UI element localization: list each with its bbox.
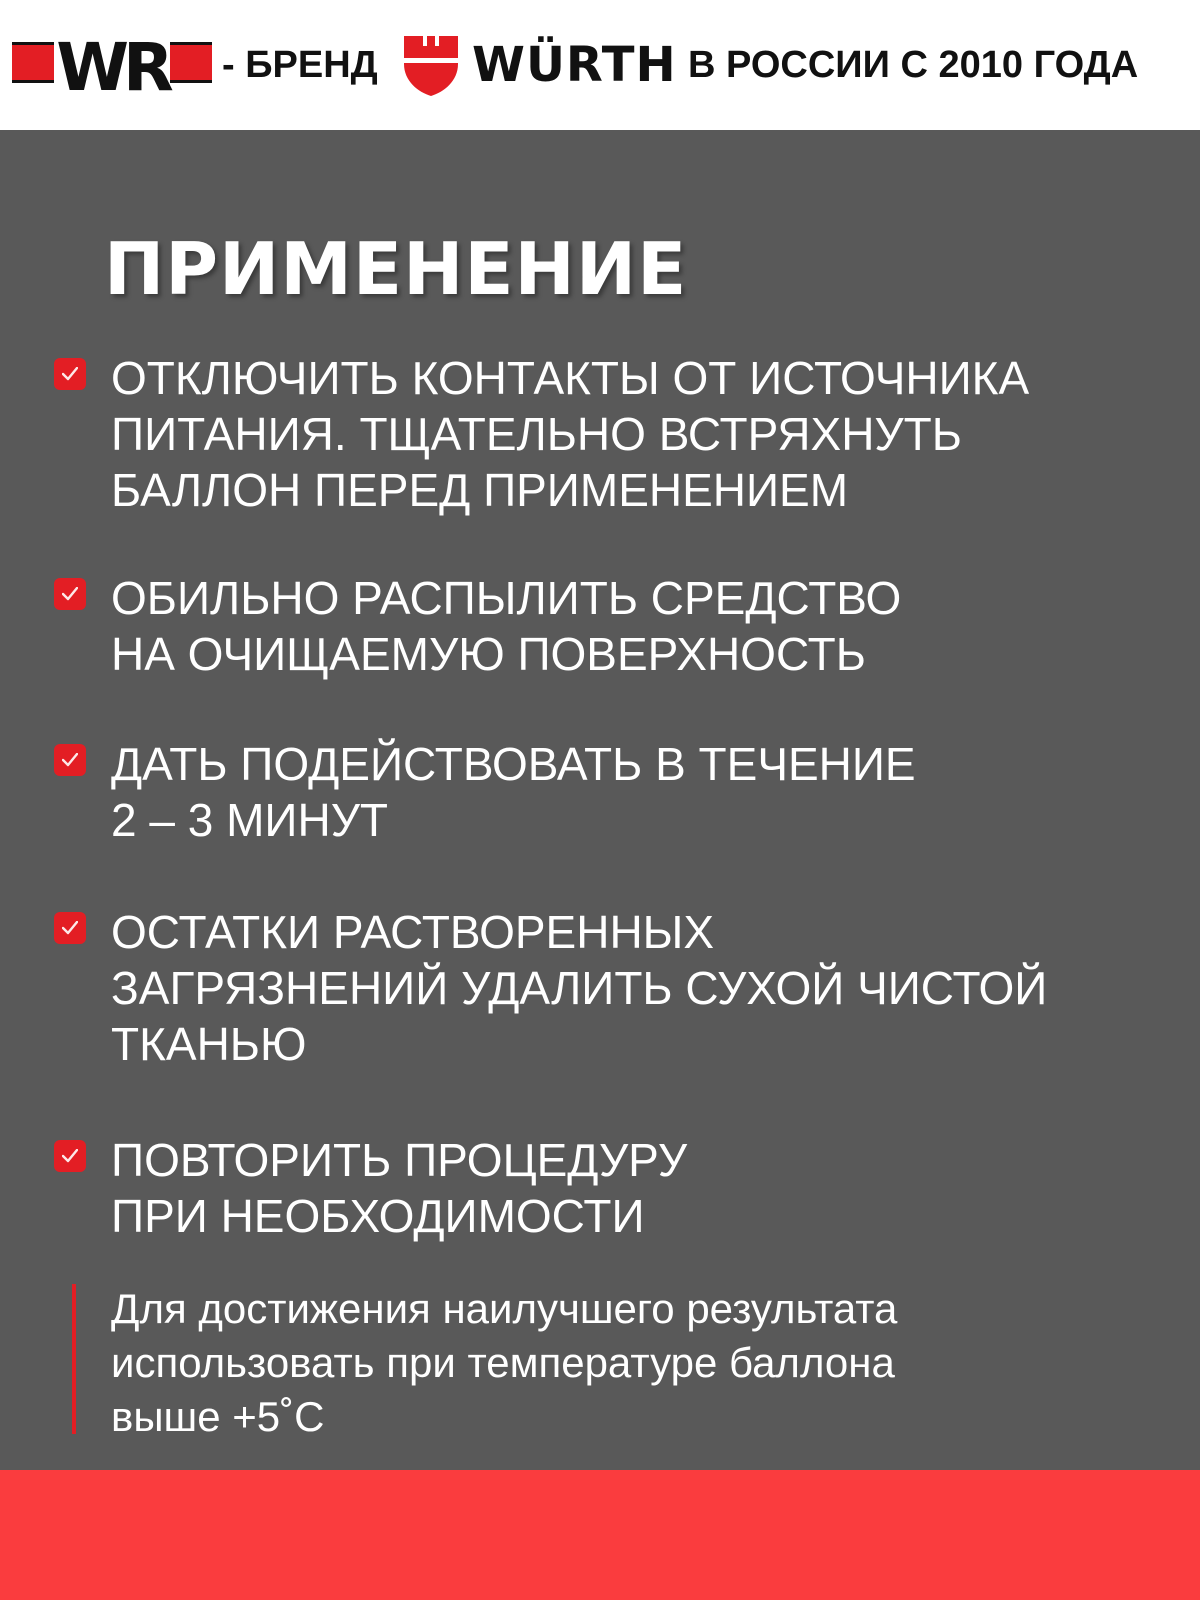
wurth-wordmark: WÜRTH xyxy=(472,37,677,93)
footer-band xyxy=(0,1470,1200,1600)
checkbox-icon xyxy=(54,1140,86,1172)
brand-dash-label: - БРЕНД xyxy=(222,44,378,86)
page-title: ПРИМЕНЕНИЕ xyxy=(104,227,688,311)
step-text: ОТКЛЮЧИТЬ КОНТАКТЫ ОТ ИСТОЧНИКА ПИТАНИЯ. ТЩАТЕЛЬНО ВСТРЯХНУТЬ БАЛЛОН ПЕРЕД ПРИМЕНЕНИЕМ xyxy=(111,352,1030,516)
checkbox-icon xyxy=(54,744,86,776)
step-text: ДАТЬ ПОДЕЙСТВОВАТЬ В ТЕЧЕНИЕ 2 – 3 МИНУТ xyxy=(111,738,916,846)
checkbox-icon xyxy=(54,578,86,610)
wr-logo xyxy=(12,30,212,100)
svg-text:WR: WR xyxy=(56,30,168,100)
wurth-shield-logo xyxy=(404,36,458,96)
step-text: ПОВТОРИТЬ ПРОЦЕДУРУ ПРИ НЕОБХОДИМОСТИ xyxy=(111,1134,688,1242)
step-text: ОБИЛЬНО РАСПЫЛИТЬ СРЕДСТВО НА ОЧИЩАЕМУЮ ПОВЕРХНОСТЬ xyxy=(111,572,902,680)
step-text: ОСТАТКИ РАСТВОРЕННЫХ ЗАГРЯЗНЕНИЙ УДАЛИТЬ СУХОЙ ЧИСТОЙ ТКАНЬЮ xyxy=(111,906,1048,1070)
checkbox-icon xyxy=(54,358,86,390)
note-accent-bar xyxy=(72,1284,76,1434)
brand-header xyxy=(0,0,1200,130)
brand-since-label: В РОССИИ С 2010 ГОДА xyxy=(688,44,1139,86)
temperature-note: Для достижения наилучшего результата использовать при температуре баллона выше +5˚С xyxy=(111,1285,898,1440)
checkbox-icon xyxy=(54,912,86,944)
